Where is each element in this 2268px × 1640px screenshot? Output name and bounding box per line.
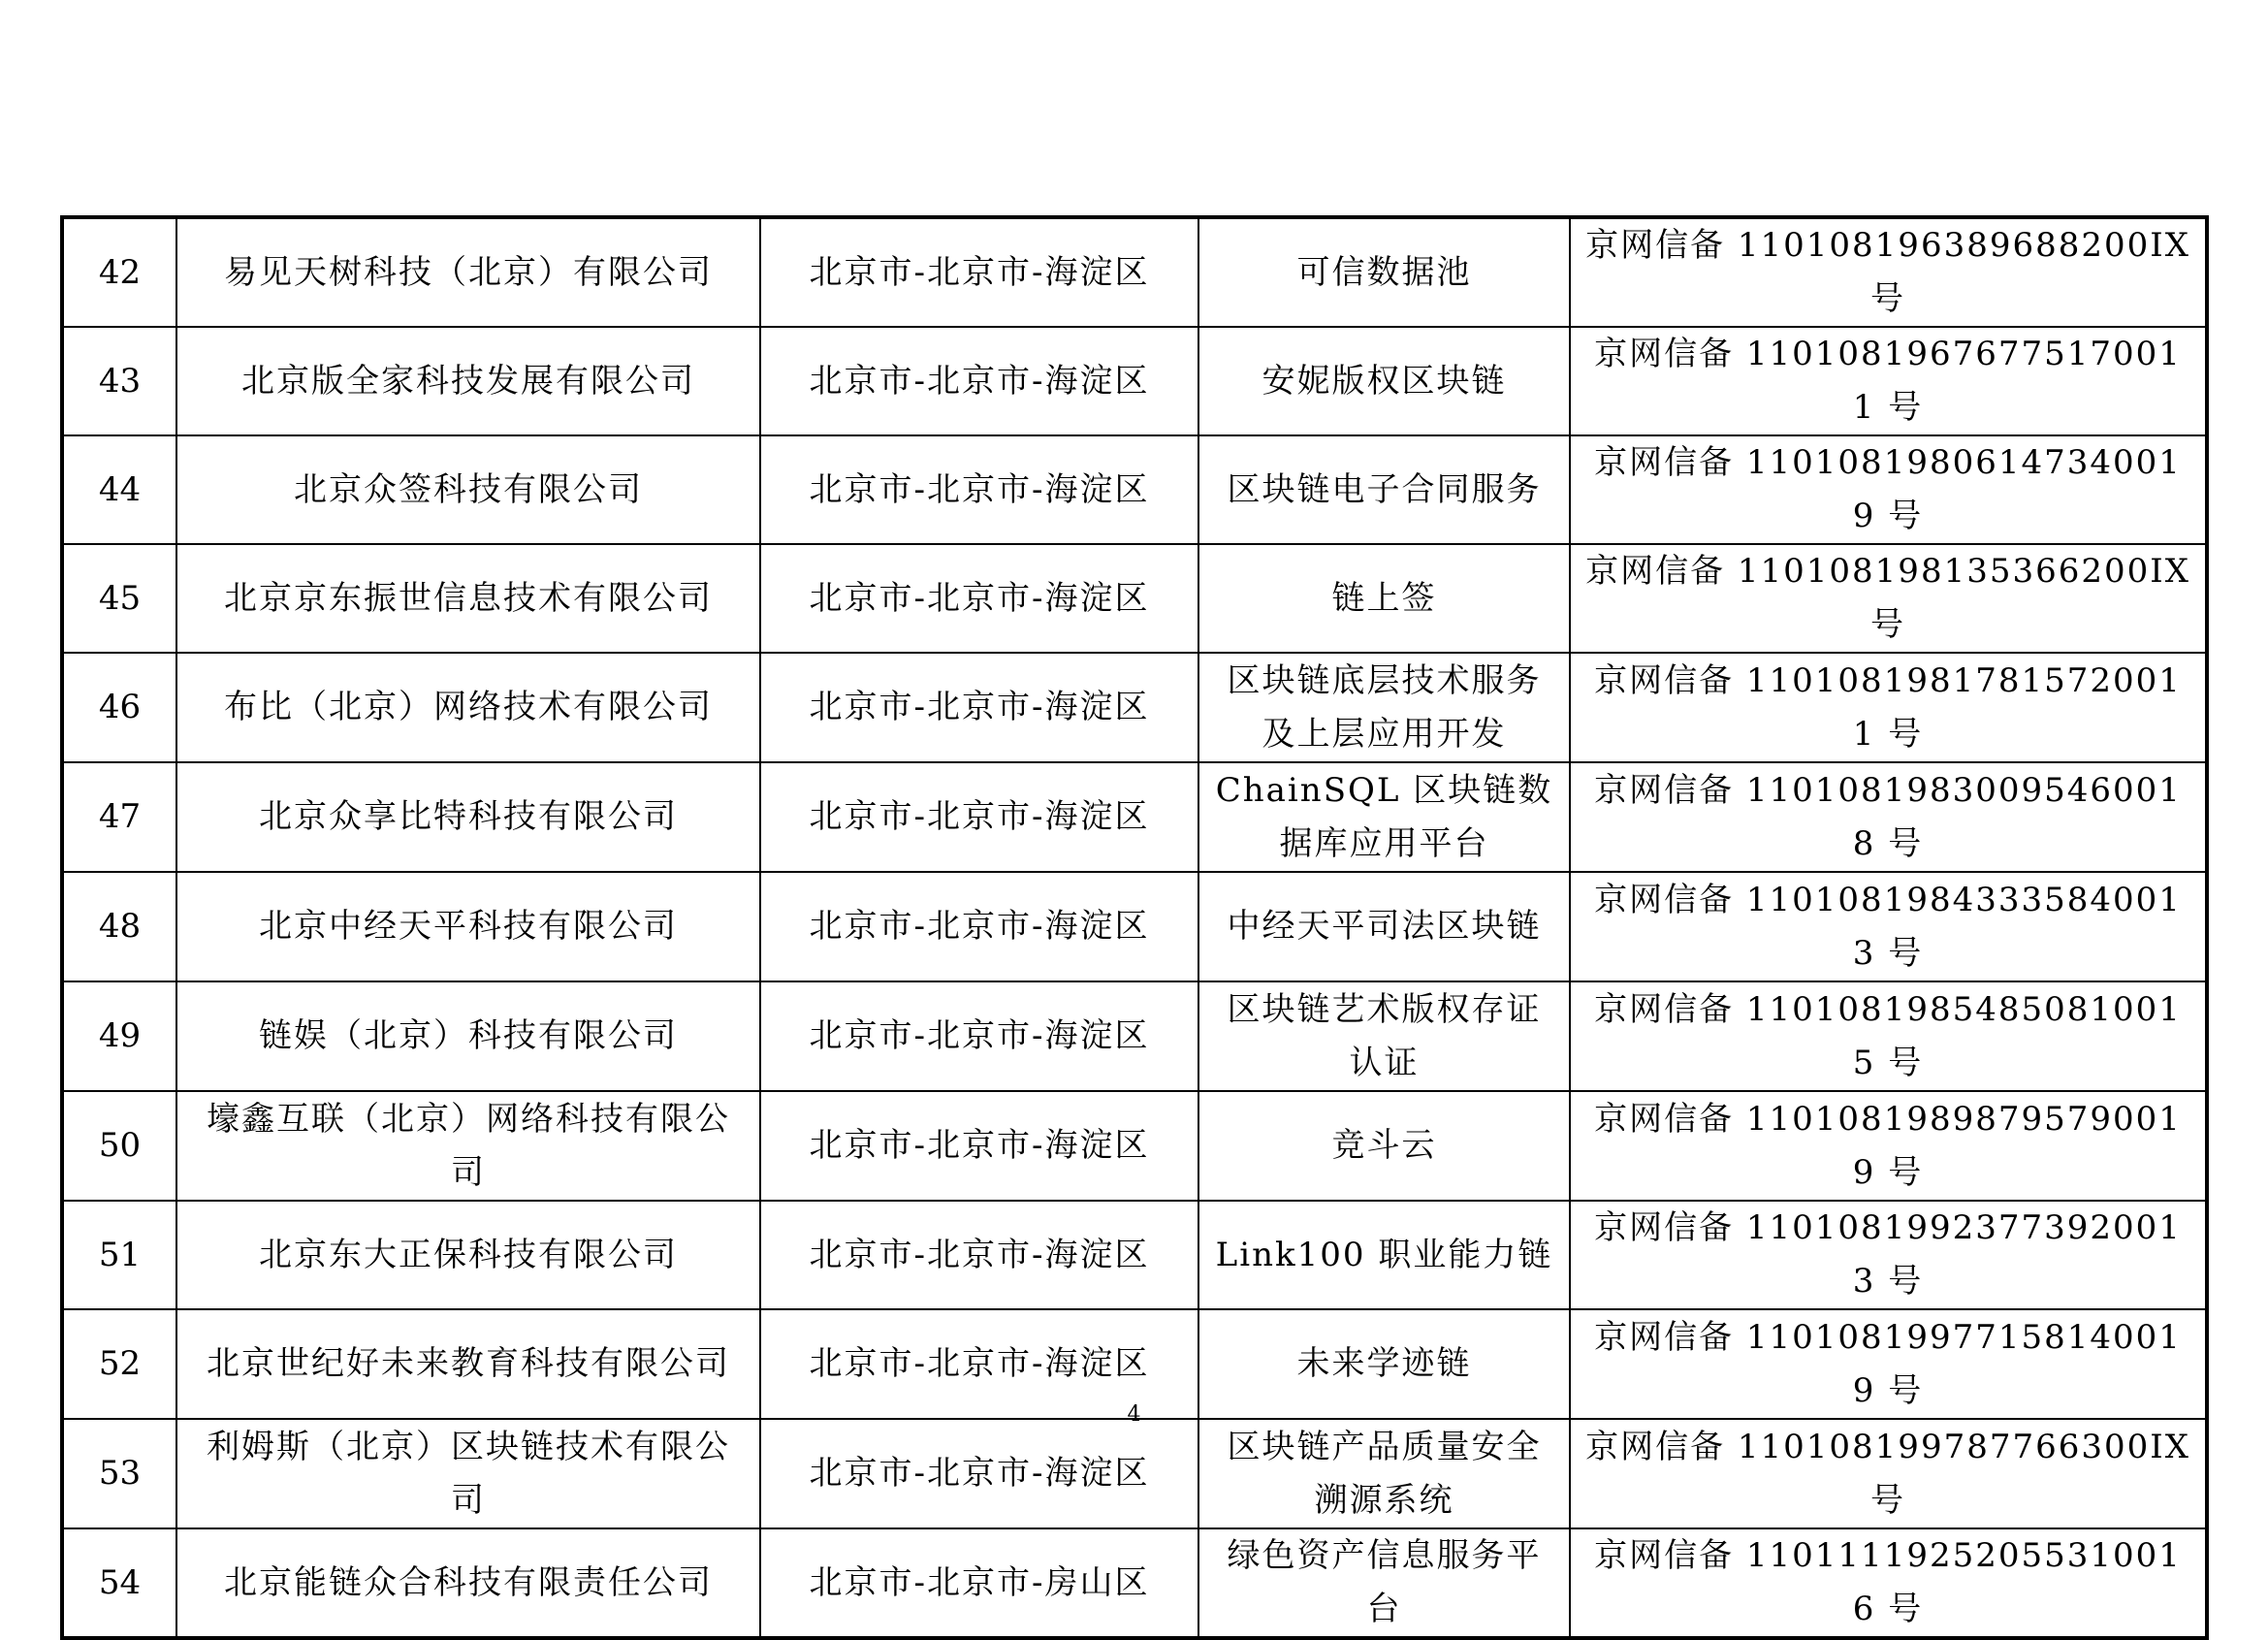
record-number-cell: 京网信备 11011119252055310016 号 (1570, 1528, 2207, 1638)
company-name-cell: 北京东大正保科技有限公司 (176, 1201, 760, 1309)
table-row (62, 872, 2207, 981)
record-number-cell: 京网信备 11010819676775170011 号 (1570, 327, 2207, 435)
record-number-cell: 京网信备 11010819977158140019 号 (1570, 1309, 2207, 1419)
service-name-cell: ChainSQL 区块链数据库应用平台 (1198, 762, 1570, 872)
table-row (62, 435, 2207, 544)
company-name-cell: 布比（北京）网络技术有限公司 (176, 653, 760, 762)
table-row (62, 653, 2207, 762)
table-row (62, 327, 2207, 435)
table-row (62, 981, 2207, 1091)
row-number-cell: 42 (62, 217, 176, 327)
record-number-cell: 京网信备 11010819843335840013 号 (1570, 872, 2207, 981)
company-name-cell: 北京众签科技有限公司 (176, 435, 760, 544)
table-row (62, 1201, 2207, 1309)
table-row (62, 1091, 2207, 1201)
service-name-cell: 未来学迹链 (1198, 1309, 1570, 1419)
table-row (62, 1419, 2207, 1528)
row-number-cell: 43 (62, 327, 176, 435)
service-name-cell: 可信数据池 (1198, 217, 1570, 327)
row-number-cell: 44 (62, 435, 176, 544)
service-name-cell: Link100 职业能力链 (1198, 1201, 1570, 1309)
service-name-cell: 绿色资产信息服务平台 (1198, 1528, 1570, 1638)
location-cell: 北京市-北京市-海淀区 (760, 217, 1198, 327)
record-number-cell: 京网信备 11010819854850810015 号 (1570, 981, 2207, 1091)
company-name-cell: 北京能链众合科技有限责任公司 (176, 1528, 760, 1638)
row-number-cell: 53 (62, 1419, 176, 1528)
company-name-cell: 易见天树科技（北京）有限公司 (176, 217, 760, 327)
location-cell: 北京市-北京市-海淀区 (760, 1201, 1198, 1309)
location-cell: 北京市-北京市-海淀区 (760, 544, 1198, 653)
service-name-cell: 链上签 (1198, 544, 1570, 653)
company-name-cell: 北京京东振世信息技术有限公司 (176, 544, 760, 653)
table-row (62, 762, 2207, 872)
location-cell: 北京市-北京市-房山区 (760, 1528, 1198, 1638)
row-number-cell: 46 (62, 653, 176, 762)
row-number-cell: 47 (62, 762, 176, 872)
company-name-cell: 壕鑫互联（北京）网络科技有限公司 (176, 1091, 760, 1201)
company-name-cell: 利姆斯（北京）区块链技术有限公司 (176, 1419, 760, 1528)
service-name-cell: 中经天平司法区块链 (1198, 872, 1570, 981)
company-name-cell: 北京版全家科技发展有限公司 (176, 327, 760, 435)
company-name-cell: 北京世纪好未来教育科技有限公司 (176, 1309, 760, 1419)
record-number-cell: 京网信备 110108196389688200IX 号 (1570, 217, 2207, 327)
record-number-cell: 京网信备 110108198135366200IX 号 (1570, 544, 2207, 653)
row-number-cell: 49 (62, 981, 176, 1091)
location-cell: 北京市-北京市-海淀区 (760, 435, 1198, 544)
service-name-cell: 区块链电子合同服务 (1198, 435, 1570, 544)
row-number-cell: 45 (62, 544, 176, 653)
record-number-cell: 京网信备 11010819830095460018 号 (1570, 762, 2207, 872)
location-cell: 北京市-北京市-海淀区 (760, 872, 1198, 981)
table-row (62, 544, 2207, 653)
company-name-cell: 链娱（北京）科技有限公司 (176, 981, 760, 1091)
location-cell: 北京市-北京市-海淀区 (760, 327, 1198, 435)
row-number-cell: 48 (62, 872, 176, 981)
location-cell: 北京市-北京市-海淀区 (760, 653, 1198, 762)
record-number-cell: 京网信备 11010819806147340019 号 (1570, 435, 2207, 544)
service-name-cell: 区块链底层技术服务及上层应用开发 (1198, 653, 1570, 762)
record-number-cell: 京网信备 11010819923773920013 号 (1570, 1201, 2207, 1309)
row-number-cell: 51 (62, 1201, 176, 1309)
record-number-cell: 京网信备 11010819817815720011 号 (1570, 653, 2207, 762)
row-number-cell: 50 (62, 1091, 176, 1201)
company-name-cell: 北京众享比特科技有限公司 (176, 762, 760, 872)
record-number-cell: 京网信备 11010819898795790019 号 (1570, 1091, 2207, 1201)
table-row (62, 1528, 2207, 1638)
location-cell: 北京市-北京市-海淀区 (760, 1309, 1198, 1419)
table-row (62, 217, 2207, 327)
location-cell: 北京市-北京市-海淀区 (760, 1091, 1198, 1201)
location-cell: 北京市-北京市-海淀区 (760, 762, 1198, 872)
service-name-cell: 区块链艺术版权存证认证 (1198, 981, 1570, 1091)
row-number-cell: 54 (62, 1528, 176, 1638)
row-number-cell: 52 (62, 1309, 176, 1419)
company-name-cell: 北京中经天平科技有限公司 (176, 872, 760, 981)
service-name-cell: 竞斗云 (1198, 1091, 1570, 1201)
location-cell: 北京市-北京市-海淀区 (760, 981, 1198, 1091)
service-name-cell: 安妮版权区块链 (1198, 327, 1570, 435)
service-name-cell: 区块链产品质量安全溯源系统 (1198, 1419, 1570, 1528)
record-number-cell: 京网信备 110108199787766300IX 号 (1570, 1419, 2207, 1528)
page-number: 4 (1127, 1402, 1141, 1427)
location-cell: 北京市-北京市-海淀区 (760, 1419, 1198, 1528)
